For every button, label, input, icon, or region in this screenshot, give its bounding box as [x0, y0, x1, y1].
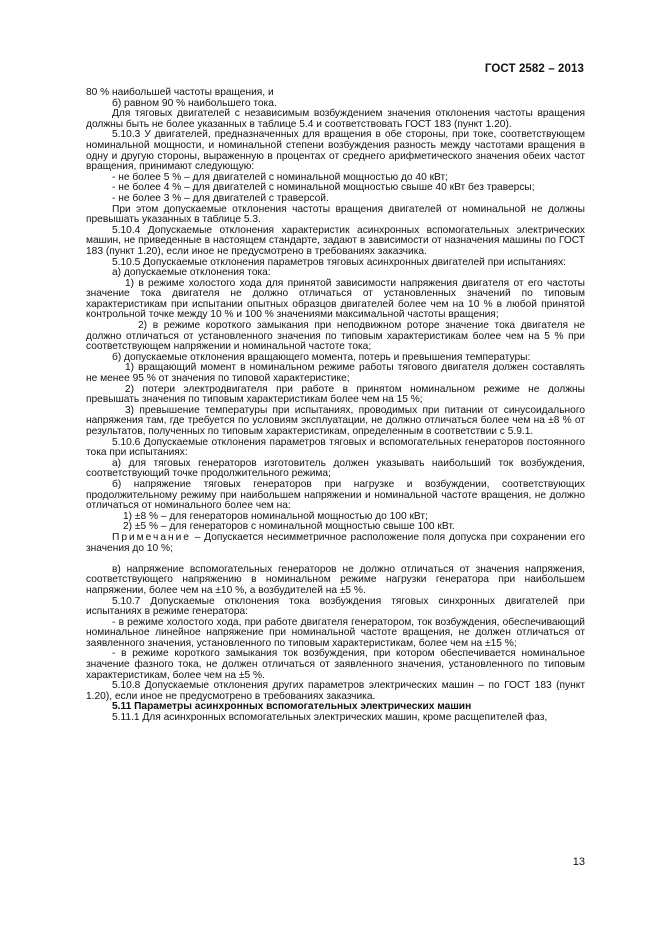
paragraph: При этом допускаемые отклонения частоты вращения двигателей от номинальной не должны превышать указанных в таблице 5.3.	[86, 203, 585, 226]
clause-5-10-4: 5.10.4 Допускаемые отклонения характеристик асинхронных вспомогательных электрических машин, не приведенные в настоящем стандарте, задают в зависимости от назначения машины по ГОСТ 183 (пункт 1.20), если иное не предусмотрено в требованиях заказчика.	[86, 224, 585, 257]
list-item: 1) в режиме холостого хода для принятой зависимости напряжения двигателя от его частоты значение тока двигателя не должно отличаться от установленных значений по типовым характеристикам при испытании опытных образцов двигателей более чем на 10 % в любой принятой контрольной точке между 10 % и 100 % значениями максимальной частоты вращения;	[86, 277, 585, 321]
note-text: – Допускается несимметричное расположение поля допуска при сохранении его значения до 10 %;	[86, 531, 585, 554]
list-item: 2) в режиме короткого замыкания при неподвижном роторе значение тока двигателя не должно отличаться от установленного значения по типовым характеристикам более чем на 5 % при соответствующем напряжении и номинальной частоте тока;	[86, 320, 585, 353]
clause-5-10-3: 5.10.3 У двигателей, предназначенных для вращения в обе стороны, при токе, соответствующем номинальной мощности, и номинальной степени возбуждения разность между частотами вращения в одну и другую стороны, выраженную в процентах от среднего арифметического значения обеих частот вращения, принимают следующую:	[86, 129, 585, 173]
note-label: Примечание	[112, 531, 191, 543]
list-item: а) для тяговых генераторов изготовитель должен указывать наибольший ток возбуждения, соответствующий точке продолжительного режима;	[86, 457, 585, 480]
list-item: 1) ±8 % – для генераторов номинальной мощностью до 100 кВт;	[123, 510, 428, 522]
list-item: 1) вращающий момент в номинальном режиме работы тягового двигателя должен составлять не менее 95 % от значения по типовой характеристике;	[86, 362, 585, 385]
clause-5-10-8: 5.10.8 Допускаемые отклонения других параметров электрических машин – по ГОСТ 183 (пункт 1.20), если иное не предусмотрено в требованиях заказчика.	[86, 680, 585, 702]
list-item: - не более 3 % – для двигателей с траверсой.	[112, 192, 329, 204]
list-item: б) допускаемые отклонения вращающего момента, потерь и превышения температуры:	[112, 351, 531, 363]
note	[86, 533, 585, 554]
document-body	[86, 88, 585, 724]
list-item: в) напряжение вспомогательных генераторов не должно отличаться от значения напряжения, соответствующего напряжению в номинальном режиме нагрузки генератора при наибольшем напряжении, более чем на ±10 %, а возбудителей на ±5 %.	[86, 563, 585, 596]
list-item: - в режиме короткого замыкания ток возбуждения, при котором обеспечивается номинальное значение фазного тока, не должен отличаться от заявленного значения, установленного по типовым характеристикам, более чем на ±5 %.	[86, 648, 585, 681]
clause-5-11-1: 5.11.1 Для асинхронных вспомогательных электрических машин, кроме расщепителей фаз,	[112, 712, 548, 724]
list-item: - в режиме холостого хода, при работе двигателя генератором, ток возбуждения, обеспечивающий номинальное линейное напряжение при номинальной частоте вращения, не должен отличаться от заявленного значения, установленного по типовым характеристикам, более чем на ±15 %;	[86, 616, 585, 649]
list-item: 3) превышение температуры при испытаниях, проводимых при питании от синусоидального напряжения там, где требуется по условиям эксплуатации, не должно отличаться более чем на ±8 % от результатов, полученных по типовым характеристикам, определенным в соответствии с 5.9.1.	[86, 404, 585, 437]
clause-5-10-7: 5.10.7 Допускаемые отклонения тока возбуждения тяговых синхронных двигателей при испытаниях в режиме генератора:	[86, 595, 585, 618]
paragraph: б) равном 90 % наибольшего тока.	[112, 97, 277, 109]
list-item: - не более 4 % – для двигателей с номинальной мощностью свыше 40 кВт без траверсы;	[112, 182, 535, 194]
paragraph: Для тяговых двигателей с независимым возбуждением значения отклонения частоты вращения должны быть не более указанных в таблице 5.4 и соответствовать ГОСТ 183 (пункт 1.20).	[86, 108, 585, 130]
page-number: 13	[572, 856, 585, 868]
list-item: а) допускаемые отклонения тока:	[112, 267, 271, 279]
section-heading-5-11: 5.11 Параметры асинхронных вспомогательных электрических машин	[112, 701, 472, 713]
list-item: - не более 5 % – для двигателей с номинальной мощностью до 40 кВт;	[112, 171, 448, 183]
clause-5-10-5: 5.10.5 Допускаемые отклонения параметров тяговых асинхронных двигателей при испытаниях:	[112, 256, 566, 268]
list-item: б) напряжение тяговых генераторов при нагрузке и возбуждении, соответствующих продолжительному режиму при наибольшем напряжении и номинальной частоте вращения, не должно отличаться от номинального более чем на:	[86, 478, 585, 512]
clause-5-10-6: 5.10.6 Допускаемые отклонения параметров тяговых и вспомогательных генераторов постоянного тока при испытаниях:	[86, 436, 585, 459]
list-item: 2) потери электродвигателя при работе в принятом номинальном режиме не должны превышать значения по типовым характеристикам более чем на 15 %;	[86, 383, 585, 406]
standard-header: ГОСТ 2582 – 2013	[484, 63, 584, 75]
list-item: 2) ±5 % – для генераторов с номинальной мощностью свыше 100 кВт.	[123, 521, 455, 533]
paragraph: 80 % наибольшей частоты вращения, и	[86, 87, 274, 98]
